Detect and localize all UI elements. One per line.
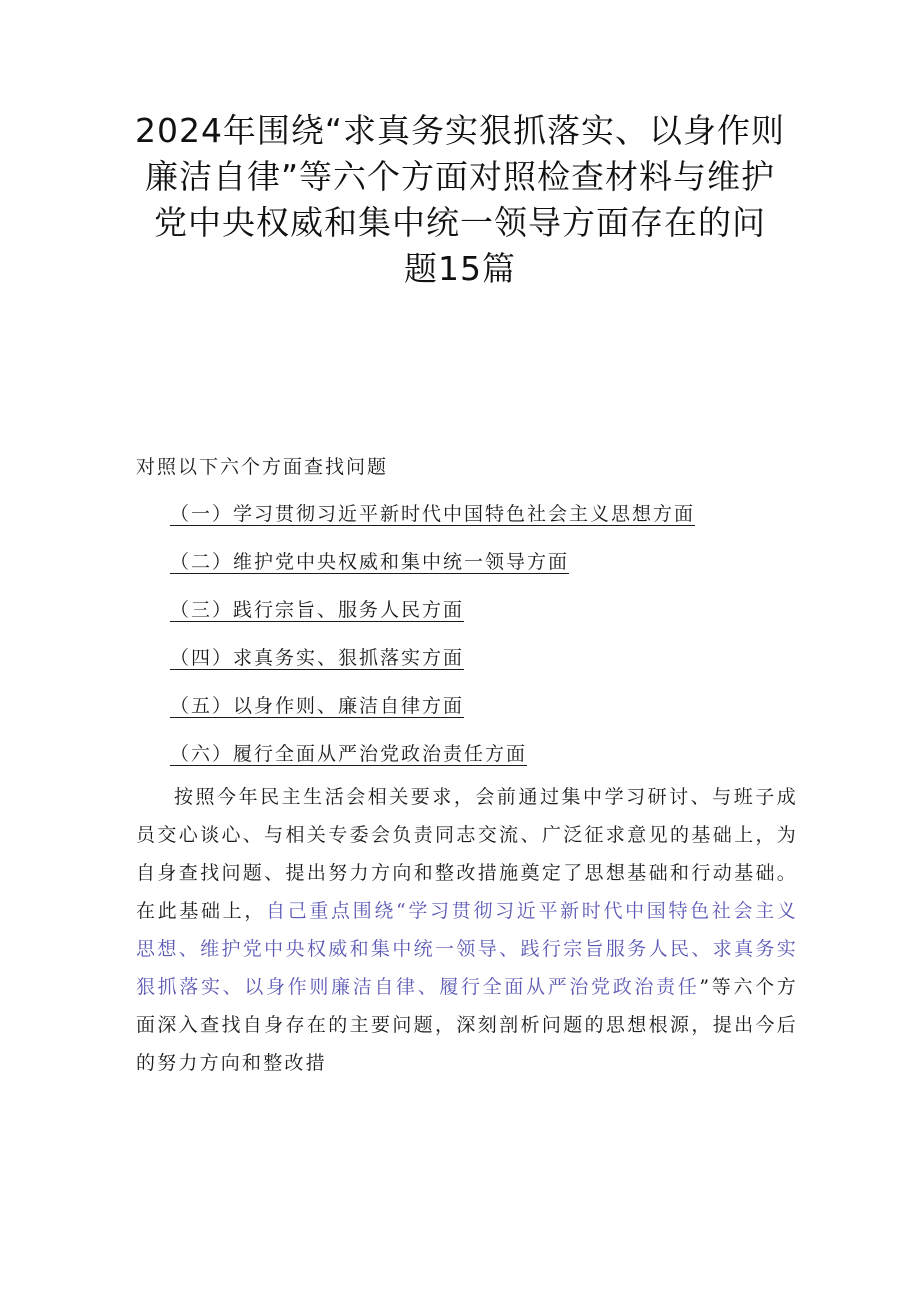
highlighted-text: 自己重点围绕“学习贯彻习近平新时代中国特色社会主义思想、维护党中央权威和集中统一领导、践行宗旨服务人民、求真务实狠抓落实、以身作则廉洁自律、履行全面从严治党政治责任 (136, 900, 799, 998)
toc-link-5[interactable]: （五）以身作则、廉洁自律方面 (170, 695, 465, 717)
list-item (170, 644, 695, 692)
list-item (170, 548, 695, 596)
paragraph-text: ”等六个方面深入查找自身存在的主要问题，深刻剖析问题的思想根源，提出今后的努力方向和整改措 (136, 976, 798, 1074)
toc-link-2[interactable]: （二）维护党中央权威和集中统一领导方面 (170, 551, 570, 573)
intro-text: 对照以下六个方面查找问题 (136, 456, 389, 478)
list-item (170, 692, 695, 740)
toc-link-3[interactable]: （三）践行宗旨、服务人民方面 (170, 599, 465, 621)
toc-link-4[interactable]: （四）求真务实、狠抓落实方面 (170, 647, 465, 669)
aspect-list (170, 500, 695, 788)
toc-link-1[interactable]: （一）学习贯彻习近平新时代中国特色社会主义思想方面 (170, 503, 696, 525)
body-paragraph (136, 778, 798, 1082)
title-line: 党中央权威和集中统一领导方面存在的问 (154, 203, 766, 242)
list-item (170, 500, 695, 548)
document-title (120, 108, 800, 292)
title-line: 2024年围绕“求真务实狠抓落实、以身作则 (134, 111, 786, 150)
paragraph-text: 按照今年民主生活会相关要求，会前通过集中学习研讨、与班子成员交心谈心、与相关专委会负责同志交流、广泛征求意见的基础上，为自身查找问题、提出努力方向和整改措施奠定了思想基础和行动基础。在此基础上， (136, 786, 798, 922)
body-paragraph-block (136, 778, 798, 1082)
title-line: 题15篇 (404, 249, 516, 288)
title-line: 廉洁自律”等六个方面对照检查材料与维护 (144, 157, 776, 196)
list-item (170, 596, 695, 644)
toc-link-6[interactable]: （六）履行全面从严治党政治责任方面 (170, 743, 528, 765)
